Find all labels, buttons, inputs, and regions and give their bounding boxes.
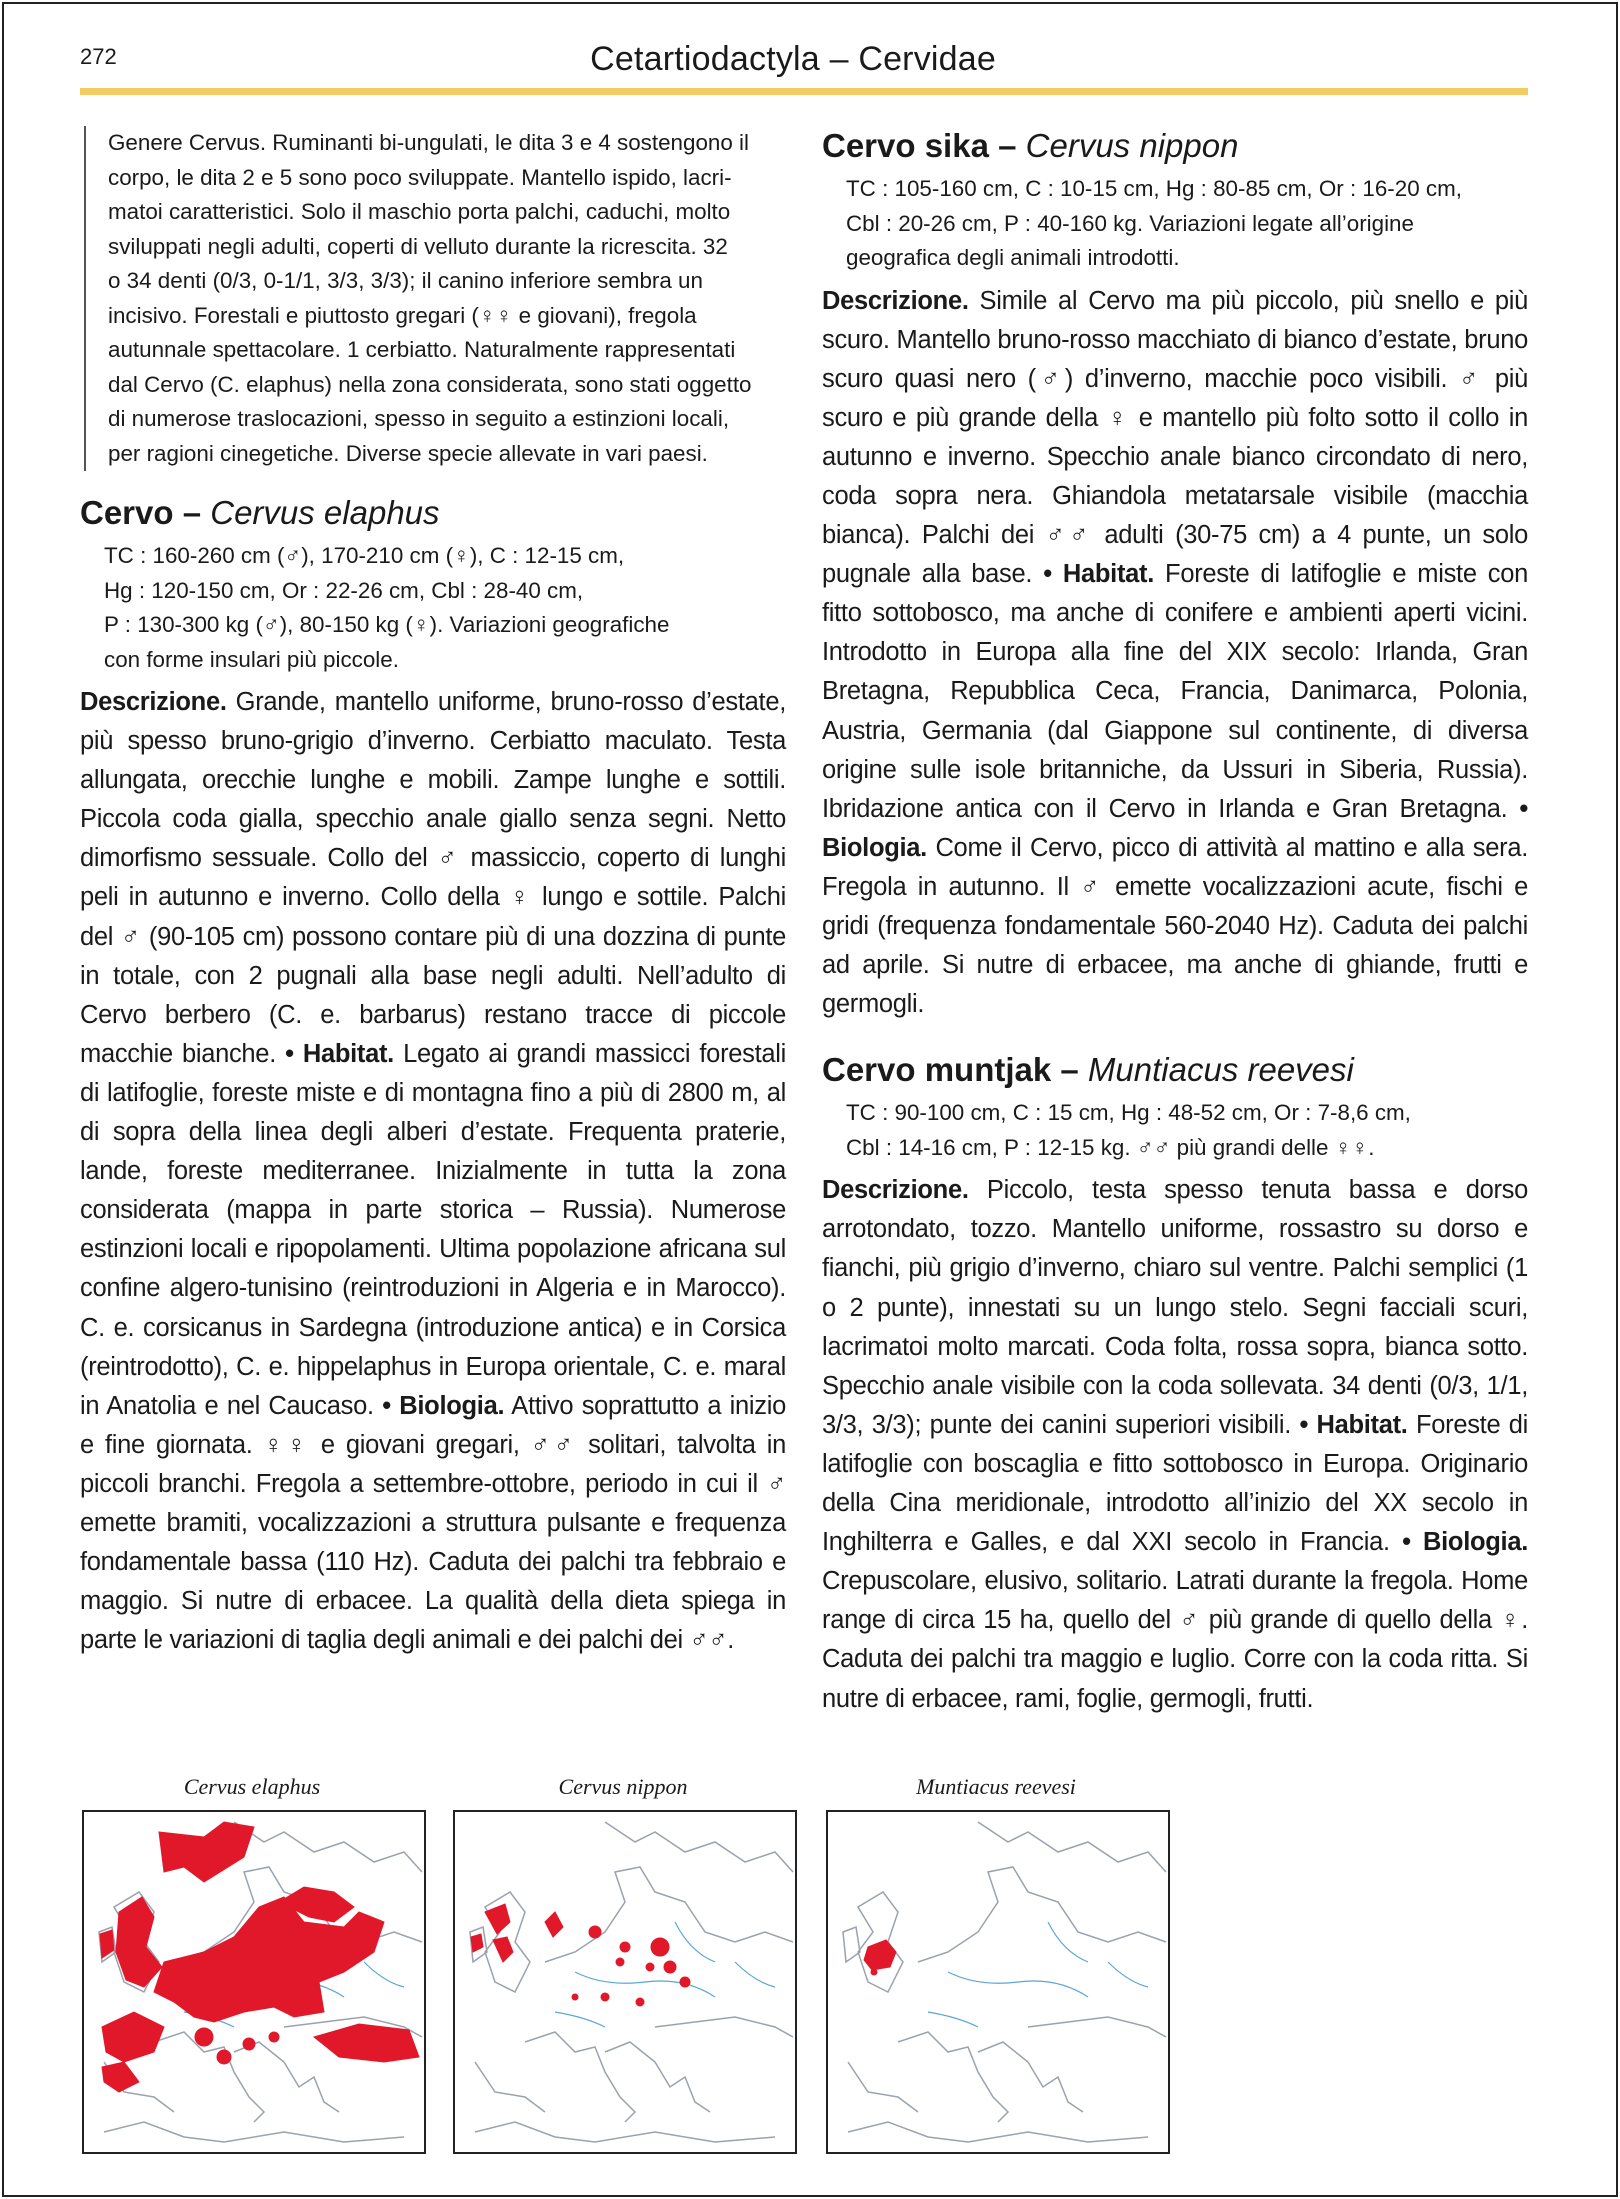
text-descrizione: Piccolo, testa spesso tenuta bassa e dorso arrotondato, tozzo. Mantello uniforme, rossastro su dorso e fianchi, più grigio d’inverno, chiaro sul ventre. Palchi semplici (1 o 2 punte), innestati su un lungo stelo. Segni facciali scuri, lacrimatoi molto marcati. Coda folta, rossa sopra, bianca sotto. Specchio anale visibile con la coda sollevata. 34 denti (0/3, 1/1, 3/3, 3/3); punte dei canini superiori visibili. (822, 1176, 1528, 1439)
range-map-elaphus (82, 1810, 426, 2154)
measurements-elaphus (80, 539, 786, 677)
range-map-nippon (453, 1810, 797, 2154)
label-descrizione: Descrizione. (822, 286, 969, 315)
range-map-muntjak (826, 1810, 1170, 2154)
text-descrizione: Simile al Cervo ma più piccolo, più snello e più scuro. Mantello bruno-rosso macchiato di bianco d’estate, bruno scuro quasi nero (♂) d’inverno, macchie poco visibili. ♂ più scuro e più grande della ♀ e mantello più folto sotto il collo in autunno e inverno. Specchio anale bianco circondato di nero, coda sopra nera. Ghiandola metatarsale visibile (macchia bianca). Palchi dei ♂♂ adulti (30-75 cm) a 4 punte, un solo pugnale alla base. (822, 286, 1528, 589)
genus-note (84, 126, 786, 471)
running-title: Cetartiodactyla – Cervidae (590, 40, 996, 78)
distribution-range (100, 1822, 419, 2092)
measurement-line: Hg : 120-150 cm, Or : 22-26 cm, Cbl : 28-40 cm, (104, 577, 584, 603)
header-rule (80, 88, 1528, 95)
label-descrizione: Descrizione. (822, 1176, 969, 1205)
genus-line: matoi caratteristici. Solo il maschio porta palchi, caduchi, molto (108, 199, 731, 224)
label-biologia: • Biologia. (1402, 1528, 1528, 1557)
measurements-muntjak (822, 1096, 1528, 1165)
distribution-range (471, 1904, 690, 2006)
measurement-line: con forme insulari più piccole. (104, 646, 399, 672)
common-name: Cervo – (80, 494, 202, 531)
latin-name: Muntiacus reevesi (1087, 1051, 1354, 1089)
common-name: Cervo muntjak – (822, 1051, 1079, 1089)
measurement-line: Cbl : 14-16 cm, P : 12-15 kg. ♂♂ più grandi delle ♀♀. (846, 1134, 1375, 1160)
species-title-nippon (822, 126, 1528, 166)
genus-line: Genere Cervus. Ruminanti bi-ungulati, le dita 3 e 4 sostengono il (108, 130, 749, 155)
right-column (822, 126, 1528, 1719)
latin-name: Cervus nippon (1025, 127, 1239, 164)
coastlines (843, 1822, 1166, 2142)
rivers (928, 1922, 1148, 2027)
coastlines (470, 1822, 793, 2142)
measurement-line: TC : 90-100 cm, C : 15 cm, Hg : 48-52 cm, Or : 7-8,6 cm, (846, 1100, 1411, 1126)
measurements-nippon (822, 172, 1528, 276)
label-biologia: • Biologia. (382, 1391, 505, 1420)
species-title-muntjak (822, 1050, 1528, 1090)
label-habitat: • Habitat. (1299, 1410, 1408, 1439)
species-title-elaphus (80, 493, 786, 533)
text-biologia: Crepuscolare, elusivo, solitario. Latrati durante la fregola. Home range di circa 15 ha, quello del ♂ più grande di quello della ♀. Caduta dei palchi tra maggio e luglio. Corre con la coda ritta. Si nutre di erbacee, rami, foglie, germogli, frutti. (822, 1567, 1528, 1713)
map-caption-nippon: Cervus nippon (558, 1774, 688, 1799)
text-biologia: Attivo soprattutto a inizio e fine giornata. ♀♀ e giovani gregari, ♂♂ solitari, talvolta in piccoli branchi. Fregola a settembre-ottobre, periodo in cui il ♂ emette bramiti, vocalizzazioni a struttura pulsante e frequenza fondamentale bassa (110 Hz). Caduta dei palchi tra febbraio e maggio. Si nutre di erbacee. La qualità della dieta spiega in parte le variazioni di taglia degli animali e dei palchi dei ♂♂. (80, 1391, 786, 1655)
measurement-line: TC : 160-260 cm (♂), 170-210 cm (♀), C : 12-15 cm, (104, 543, 625, 568)
label-habitat: • Habitat. (285, 1039, 394, 1068)
measurement-line: geografica degli animali introdotti. (846, 245, 1180, 270)
common-name: Cervo sika – (822, 127, 1017, 164)
europe-map (455, 1812, 795, 2152)
genus-line: di numerose traslocazioni, spesso in seguito a estinzioni locali, (108, 406, 730, 431)
genus-line: autunnale spettacolare. 1 cerbiatto. Naturalmente rappresentati (108, 337, 736, 362)
text-descrizione: Grande, mantello uniforme, bruno-rosso d’estate, più spesso bruno-grigio d’inverno. Cerbiatto maculato. Testa allungata, orecchie lunghe e mobili. Zampe lunghe e sottili. Piccola coda gialla, specchio anale giallo senza segni. Netto dimorfismo sessuale. Collo del ♂ massiccio, coperto di lunghi peli in autunno e inverno. Collo della ♀ lungo e sottile. Palchi del ♂ (90-105 cm) possono contare più di una dozzina di punte in totale, con 2 pugnali alla base negli adulti. Nell’adulto di Cervo berbero (C. e. barbarus) restano tracce di piccole macchie bianche. (80, 688, 786, 1068)
measurement-line: Cbl : 20-26 cm, P : 40-160 kg. Variazioni legate all’origine (846, 210, 1414, 236)
left-column (80, 126, 786, 1660)
latin-name: Cervus elaphus (210, 494, 440, 531)
genus-line: sviluppati negli adulti, coperti di velluto durante la ricrescita. 32 (108, 233, 728, 259)
europe-map (828, 1812, 1168, 2152)
map-caption-elaphus: Cervus elaphus (183, 1774, 321, 1799)
label-descrizione: Descrizione. (80, 688, 227, 716)
genus-line: per ragioni cinegetiche. Diverse specie allevate in vari paesi. (108, 440, 708, 466)
measurement-line: P : 130-300 kg (♂), 80-150 kg (♀). Variazioni geografiche (104, 612, 670, 637)
genus-line: dal Cervo (C. elaphus) nella zona considerata, sono stati oggetto (108, 371, 752, 397)
measurement-line: TC : 105-160 cm, C : 10-15 cm, Hg : 80-85 cm, Or : 16-20 cm, (846, 176, 1462, 201)
text-biologia: Come il Cervo, picco di attività al mattino e alla sera. Fregola in autunno. Il ♂ emette vocalizzazioni acute, fischi e gridi (frequenza fondamentale 560-2040 Hz). Caduta dei palchi ad aprile. Si nutre di erbacee, ma anche di ghiande, frutti e germogli. (822, 833, 1528, 1019)
genus-line: incisivo. Forestali e piuttosto gregari (♀♀ e giovani), fregola (108, 302, 697, 328)
page-number: 272 (80, 44, 117, 69)
europe-map (84, 1812, 424, 2152)
label-biologia: • Biologia. (822, 794, 1528, 862)
description-nippon (822, 282, 1528, 1025)
genus-line: corpo, le dita 2 e 5 sono poco sviluppate. Mantello ispido, lacri- (108, 164, 732, 190)
text-habitat: Foreste di latifoglie con boscaglia e fitto sottobosco in Europa. Originario della Cina meridionale, introdotto all’inizio del XX secolo in Inghilterra e Galles, e dal XXI secolo in Francia. (822, 1410, 1528, 1557)
map-caption-muntjak: Muntiacus reevesi (916, 1774, 1076, 1799)
text-habitat: Legato ai grandi massicci forestali di latifoglie, foreste miste e di montagna fino a più di 2800 m, al di sopra della linea degli alberi d’estate. Frequenta praterie, lande, foreste mediterranee. Inizialmente in tutta la zona considerata (mappa in parte storica – Russia). Numerose estinzioni locali e ripopolamenti. Ultima popolazione africana sul confine algero-tunisino (reintroduzioni in Algeria e in Marocco). C. e. corsicanus in Sardegna (introduzione antica) e in Corsica (reintrodotto), C. e. hippelaphus in Europa orientale, C. e. maral in Anatolia e nel Caucaso. (80, 1039, 786, 1420)
label-habitat: • Habitat. (1043, 560, 1154, 589)
genus-line: o 34 denti (0/3, 0-1/1, 3/3, 3/3); il canino inferiore sembra un (108, 268, 703, 293)
rivers (555, 1922, 775, 2027)
description-elaphus (80, 683, 786, 1660)
text-habitat: Foreste di latifoglie e miste con fitto sottobosco, ma anche di conifere e ambienti aperti vicini. Introdotto in Europa alla fine del XIX secolo: Irlanda, Gran Bretagna, Repubblica Ceca, Francia, Danimarca, Polonia, Austria, Germania (dal Giappone sul continente, di diversa origine sulle isole britanniche, da Ussuri in Siberia, Russia). Ibridazione antica con il Cervo in Irlanda e Gran Bretagna. (822, 560, 1528, 823)
description-muntjak (822, 1171, 1528, 1718)
